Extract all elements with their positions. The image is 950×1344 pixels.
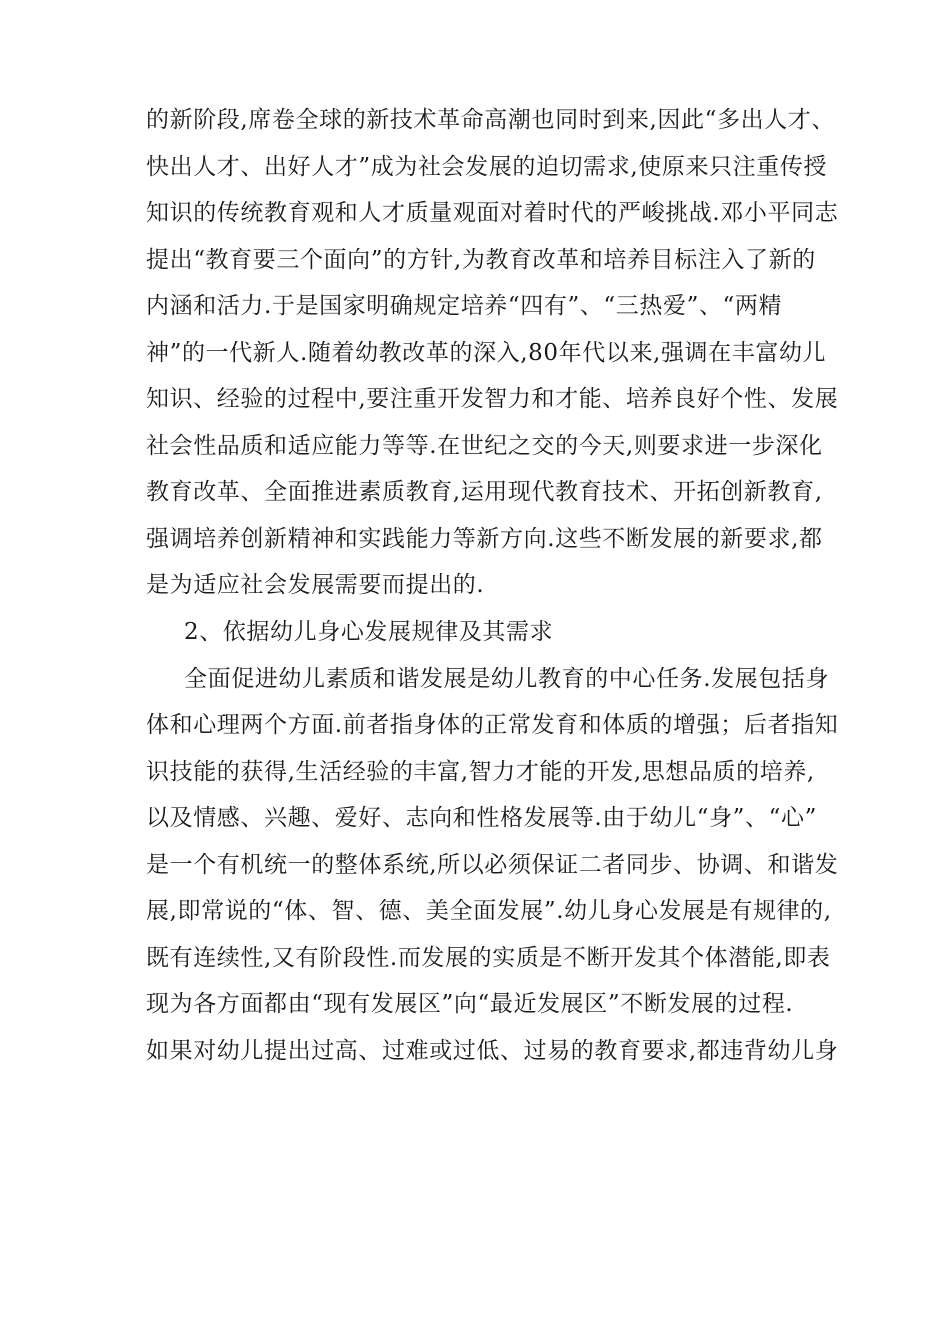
text-line: 现为各方面都由“现有发展区”向“最近发展区”不断发展的过程. xyxy=(146,991,794,1018)
text-line: 以及情感、兴趣、爱好、志向和性格发展等.由于幼儿“身”、“心” xyxy=(146,805,817,832)
text-line: 展,即常说的“体、智、德、美全面发展”.幼儿身心发展是有规律的, xyxy=(146,898,832,925)
text-line: 知识的传统教育观和人才质量观面对着时代的严峻挑战.邓小平同志 xyxy=(146,200,839,227)
text-line: 如果对幼儿提出过高、过难或过低、过易的教育要求,都违背幼儿身 xyxy=(146,1037,839,1064)
text-line: 识技能的获得,生活经验的丰富,智力才能的开发,思想品质的培养, xyxy=(146,758,815,785)
document-body xyxy=(146,97,839,1074)
text-line: 全面促进幼儿素质和谐发展是幼儿教育的中心任务.发展包括身 xyxy=(184,665,830,692)
text-line: 提出“教育要三个面向”的方针,为教育改革和培养目标注入了新的 xyxy=(146,246,816,273)
text-line: 既有连续性,又有阶段性.而发展的实质是不断开发其个体潜能,即表 xyxy=(146,944,831,971)
text-line: 强调培养创新精神和实践能力等新方向.这些不断发展的新要求,都 xyxy=(146,525,823,552)
text-line: 神”的一代新人.随着幼教改革的深入,80年代以来,强调在丰富幼儿 xyxy=(146,339,827,366)
text-line: 快出人才、出好人才”成为社会发展的迫切需求,使原来只注重传授 xyxy=(146,153,828,180)
text-line: 的新阶段,席卷全球的新技术革命高潮也同时到来,因此“多出人才、 xyxy=(146,107,835,133)
text-line: 体和心理两个方面.前者指身体的正常发育和体质的增强；后者指知 xyxy=(146,712,839,739)
section-heading: 2、依据幼儿身心发展规律及其需求 xyxy=(184,619,554,646)
text-line: 是为适应社会发展需要而提出的. xyxy=(146,572,485,599)
text-line: 社会性品质和适应能力等等.在世纪之交的今天,则要求进一步深化 xyxy=(146,432,823,459)
text-line: 是一个有机统一的整体系统,所以必须保证二者同步、协调、和谐发 xyxy=(146,851,839,878)
text-line: 内涵和活力.于是国家明确规定培养“四有”、“三热爱”、“两精 xyxy=(146,293,783,320)
text-line: 知识、经验的过程中,要注重开发智力和才能、培养良好个性、发展 xyxy=(146,386,839,413)
text-line: 教育改革、全面推进素质教育,运用现代教育技术、开拓创新教育, xyxy=(146,479,823,506)
